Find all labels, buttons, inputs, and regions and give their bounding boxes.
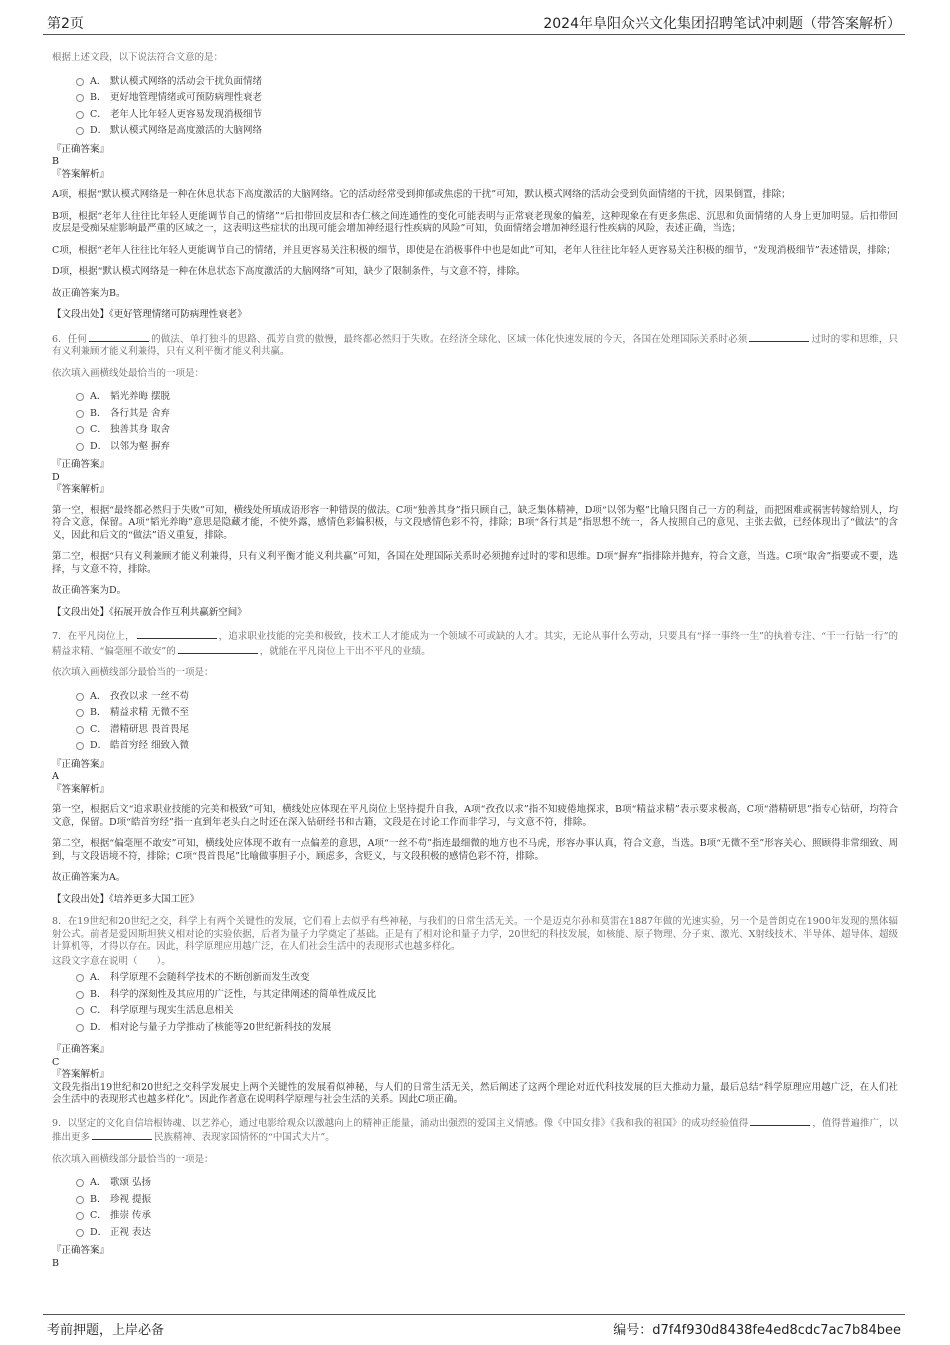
question-stem: 7．在平凡岗位上， ，追求职业技能的完美和极致，技术工人才能成为一个领域不可或缺的人才。其实，无论从事什么劳动，只要具有“择一事终一生”的执着专注、“干一行钻一行”的精益求精、“偏毫厘不敢安”的 ，就能在平凡岗位上干出不平凡的业绩。	[52, 631, 898, 657]
option-b[interactable]: B． 各行其是 舍弃	[76, 406, 898, 423]
option-a[interactable]: A． 科学原理不会随科学技术的不断创新而发生改变	[76, 970, 898, 987]
blank-line	[92, 1130, 152, 1140]
radio-icon[interactable]	[76, 1212, 84, 1220]
option-b[interactable]: B． 更好地管理情绪或可预防病理性衰老	[76, 90, 898, 107]
analysis-paragraph: B项，根据“老年人往往比年轻人更能调节自己的情绪”“后扣带回皮层和杏仁核之间连通性的变化可能表明与正常衰老现象的偏差，这种现象在有更多焦虑、沉思和负面情绪的人身上更加明显。后扣带回皮层是受痴呆症影响最严重的区域之一，这表明这些症状的出现可能会增加神经退行性疾病的风险”可知，负面情绪会增加神经退行性疾病的风险，表述正确，当选；	[52, 210, 898, 234]
option-a[interactable]: A． 韬光养晦 摆脱	[76, 389, 898, 406]
analysis-paragraph: 第一空，根据“最终都必然归于失败”可知，横线处所填成语形容一种错误的做法。C项“独善其身”指只顾自己，缺乏集体精神，D项“以邻为壑”比喻只图自己一方的利益，而把困难或祸害转嫁给别人，均符合文意，保留。A项“韬光养晦”意思是隐藏才能，不使外露，感情色彩偏积极，与文段感情色彩不符，排除；B项“各行其是”指思想不统一，各人按照自己的意见、主张去做，已经体现出了“做法”的含义，因此和后文的“做法”语义重复，排除。	[52, 504, 898, 541]
radio-icon[interactable]	[76, 426, 84, 434]
passage-source: 【文段出处】《拓展开放合作互利共赢新空间》	[52, 606, 247, 618]
radio-icon[interactable]	[76, 443, 84, 451]
passage-source: 【文段出处】《更好管理情绪可防病理性衰老》	[52, 309, 247, 320]
question-prompt: 依次填入画横线部分最恰当的一项是：	[52, 667, 214, 678]
answer-block	[52, 759, 898, 797]
radio-icon[interactable]	[76, 1229, 84, 1237]
answer-label: 『正确答案』	[52, 143, 110, 155]
radio-icon[interactable]	[76, 393, 84, 401]
radio-icon[interactable]	[76, 742, 84, 750]
blank-line	[749, 332, 809, 342]
option-d[interactable]: D． 默认模式网络是高度激活的大脑网络	[76, 123, 898, 140]
radio-icon[interactable]	[76, 991, 84, 999]
footer-slogan: 考前押题，上岸必备	[47, 1323, 165, 1338]
passage-source: 【文段出处】《培养更多大国工匠》	[52, 893, 200, 905]
option-d[interactable]: D． 相对论与量子力学推动了核能等20世纪新科技的发展	[76, 1020, 898, 1037]
option-c[interactable]: C． 老年人比年轻人更容易发现消极细节	[76, 107, 898, 124]
question-prompt: 这段文字意在说明（ ）。	[52, 955, 171, 967]
analysis-paragraph: 第二空，根据“只有义利兼顾才能义利兼得，只有义利平衡才能义利共赢”可知，各国在处理国际关系时必须抛弃过时的零和思维。D项“摒弃”指排除并抛弃，符合文意，当选。C项“取舍”指要或不要，选择，与文意不符，排除。	[52, 551, 898, 575]
answer-value: B	[52, 1257, 59, 1269]
radio-icon[interactable]	[76, 1024, 84, 1032]
radio-icon[interactable]	[76, 1007, 84, 1015]
option-c[interactable]: C． 推崇 传承	[76, 1208, 898, 1225]
option-c[interactable]: C． 科学原理与现实生活息息相关	[76, 1003, 898, 1020]
analysis-label: 『答案解析』	[52, 783, 110, 795]
analysis-paragraph: 第一空，根据后文“追求职业技能的完美和极致”可知，横线处应体现在平凡岗位上坚持提升自我，A项“孜孜以求”指不知疲倦地探求，B项“精益求精”表示要求极高，C项“潜精研思”指专心钻研，均符合文意，保留。D项“皓首穷经”指一直到年老头白之时还在深入钻研经书和古籍，文段是在讨论工作而非学习，与文意不符，排除。	[52, 804, 898, 828]
radio-icon[interactable]	[76, 1196, 84, 1204]
answer-block	[52, 459, 898, 497]
analysis-paragraph: 第二空，根据“偏毫厘不敢安”可知，横线处应体现不敢有一点偏差的意思，A项“一丝不苟”指连最细微的地方也不马虎，形容办事认真，符合文意，当选。B项“无微不至”形容关心、照顾得非常细致、周到，与文段语境不符，排除；C项“畏首畏尾”比喻做事胆子小，顾虑多，含贬义，与文段积极的感情色彩不符，排除。	[52, 838, 898, 862]
document-body	[52, 52, 898, 1311]
analysis-paragraph: 文段先指出19世纪和20世纪之交科学发展史上两个关键性的发展看似神秘，与人们的日常生活无关，然后阐述了这两个理论对近代科技发展的巨大推动力量，最后总结“科学原理应用越广泛，在人们社会生活中的表现形式也越多样化”。因此作者意在说明科学原理与社会生活的关系。因此C项正确。	[52, 1081, 898, 1105]
page-header	[43, 8, 905, 35]
radio-icon[interactable]	[76, 1179, 84, 1187]
radio-icon[interactable]	[76, 974, 84, 982]
analysis-label: 『答案解析』	[52, 484, 110, 495]
radio-icon[interactable]	[76, 410, 84, 418]
option-list	[76, 1175, 898, 1241]
analysis-label: 『答案解析』	[52, 1069, 110, 1080]
blank-line	[178, 644, 258, 654]
option-c[interactable]: C． 潜精研思 畏首畏尾	[76, 722, 898, 739]
radio-icon[interactable]	[76, 127, 84, 135]
option-d[interactable]: D． 正视 表达	[76, 1225, 898, 1242]
option-list	[76, 970, 898, 1036]
option-list	[76, 689, 898, 755]
option-b[interactable]: B． 精益求精 无微不至	[76, 705, 898, 722]
option-c[interactable]: C． 独善其身 取舍	[76, 422, 898, 439]
analysis-paragraph: C项，根据“老年人往往比年轻人更能调节自己的情绪，并且更容易关注积极的细节，即使是在消极事件中也是如此”可知，老年人往往比年轻人更容易关注积极的细节，“发现消极细节”表述错误，排除；	[52, 244, 896, 256]
radio-icon[interactable]	[76, 78, 84, 86]
page-footer	[43, 1314, 905, 1337]
question-prompt: 依次填入画横线部分最恰当的一项是：	[52, 1153, 214, 1165]
analysis-conclusion: 故正确答案为B。	[52, 287, 126, 299]
answer-value: C	[52, 1056, 60, 1068]
option-list	[76, 389, 898, 455]
answer-label: 『正确答案』	[52, 459, 110, 470]
answer-label: 『正确答案』	[52, 1245, 110, 1256]
option-b[interactable]: B． 珍视 提振	[76, 1192, 898, 1209]
question-stem: 9．以坚定的文化自信培根铸魂、以艺养心，通过电影给观众以激越向上的精神正能量，涌动出强烈的爱国主义情感。像《中国女排》《我和我的祖国》的成功经验值得 ，值得普遍推广，以推出更多 民族精神、表现家国情怀的“中国式大片”。	[52, 1117, 898, 1143]
radio-icon[interactable]	[76, 709, 84, 717]
document-title: 2024年阜阳众兴文化集团招聘笔试冲刺题（带答案解析）	[543, 16, 901, 32]
blank-line	[137, 629, 217, 639]
radio-icon[interactable]	[76, 726, 84, 734]
answer-block	[52, 1044, 898, 1082]
analysis-paragraph: D项，根据“默认模式网络是一种在休息状态下高度激活的大脑网络”可知，缺少了限制条件，与文意不符，排除。	[52, 266, 526, 277]
document-id: 编号：d7f4f930d8438fe4ed8cdc7ac7b84bee	[613, 1323, 901, 1338]
question-stem: 8．在19世纪和20世纪之交，科学上有两个关键性的发展，它们看上去似乎有些神秘，与我们的日常生活无关。一个是迈克尔孙和莫雷在1887年做的光速实验，另一个是普朗克在1900年发现的黑体辐射公式。前者是爱因斯坦狭义相对论的实验依据，后者为量子力学奠定了基础。正是有了相对论和量子力学，20世纪的科技发展，如核能、原子物理、分子束、激光、X射线技术、半导体、超导体、超级计算机等，才得以存在。因此，科学原理应用越广泛，在人们社会生活中的表现形式也越多样化。	[52, 916, 898, 952]
analysis-conclusion: 故正确答案为A。	[52, 872, 126, 883]
analysis-conclusion: 故正确答案为D。	[52, 585, 127, 596]
option-list	[76, 74, 898, 140]
answer-block	[52, 144, 898, 182]
answer-value: D	[52, 471, 60, 483]
answer-label: 『正确答案』	[52, 758, 110, 770]
option-b[interactable]: B． 科学的深刻性及其应用的广泛性，与其定律阐述的简单性成反比	[76, 987, 898, 1004]
answer-value: A	[52, 771, 59, 782]
answer-label: 『正确答案』	[52, 1044, 110, 1055]
analysis-paragraph: A项，根据“默认模式网络是一种在休息状态下高度激活的大脑网络。它的活动经常受到抑郁或焦虑的干扰”可知，默认模式网络的活动会受到负面情绪的干扰，因果倒置，排除；	[52, 189, 791, 200]
option-d[interactable]: D． 以邻为壑 摒弃	[76, 439, 898, 456]
question-prompt: 根据上述文段，以下说法符合文意的是：	[52, 52, 224, 63]
radio-icon[interactable]	[76, 94, 84, 102]
option-d[interactable]: D． 皓首穷经 细致入微	[76, 738, 898, 755]
question-stem: 6．任何 的做法、单打独斗的思路、孤芳自赏的傲慢，最终都必然归于失败。在经济全球化、区域一体化快速发展的今天，各国在处理国际关系时必须 过时的零和思维，只有义利兼顾才能义利兼得，只有义利平衡才能义利共赢。	[52, 333, 898, 357]
blank-line	[89, 332, 149, 342]
option-a[interactable]: A． 歌颂 弘扬	[76, 1175, 898, 1192]
answer-block	[52, 1245, 898, 1270]
analysis-label: 『答案解析』	[52, 168, 110, 180]
radio-icon[interactable]	[76, 111, 84, 119]
question-prompt: 依次填入画横线处最恰当的一项是：	[52, 367, 205, 379]
option-a[interactable]: A． 默认模式网络的活动会干扰负面情绪	[76, 74, 898, 91]
answer-value: B	[52, 156, 59, 167]
blank-line	[750, 1116, 810, 1126]
radio-icon[interactable]	[76, 693, 84, 701]
page-number: 第2页	[47, 16, 84, 32]
option-a[interactable]: A． 孜孜以求 一丝不苟	[76, 689, 898, 706]
